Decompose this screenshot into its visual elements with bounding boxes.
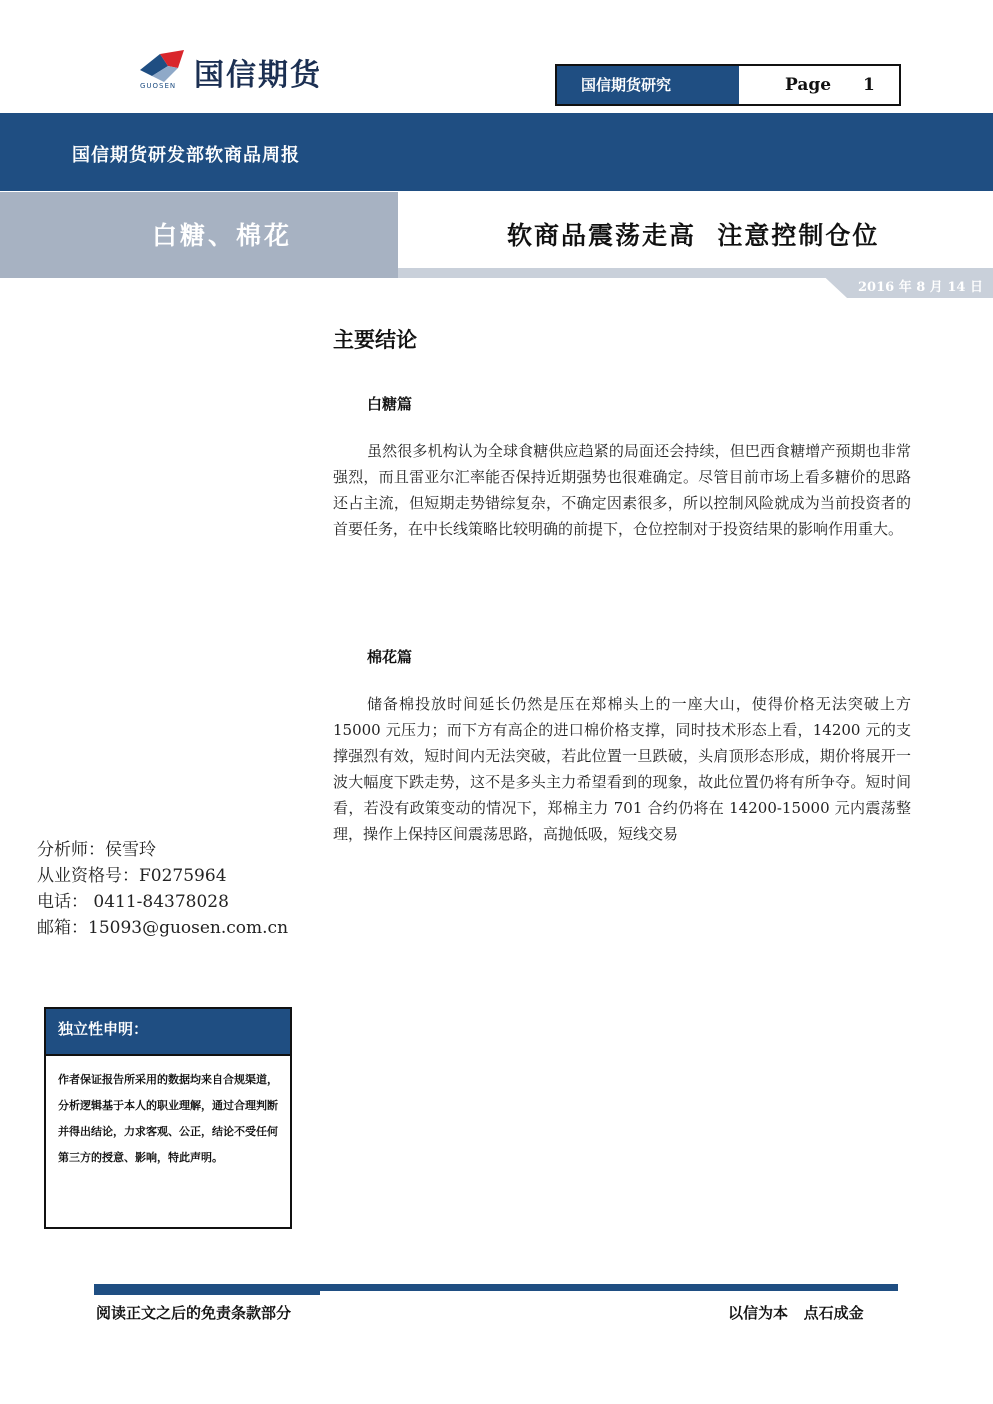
sugar-heading: 白糖篇: [367, 395, 413, 413]
analyst-license: 从业资格号：F0275964: [37, 866, 227, 886]
section-title: 主要结论: [333, 328, 417, 352]
analyst-email[interactable]: 邮箱：15093@guosen.com.cn: [37, 918, 289, 938]
sugar-paragraph: 虽然很多机构认为全球食糖供应趋紧的局面还会持续，但巴西食糖增产预期也非常强烈，而且雷亚尔汇率能否保持近期强势也很难确定。尽管目前市场上看多糖价的思路还占主流，但短期走势错综复杂，不确定因素很多，所以控制风险就成为当前投资者的首要任务，在中长线策略比较明确的前提下，仓位控制对于投资结果的影响作用重大。: [333, 442, 911, 538]
footer-rule: [94, 1284, 898, 1291]
declaration-text: 作者保证报告所采用的数据均来自合规渠道， 分析逻辑基于本人的职业理解，通过合理判断 并得出结论，力求客观、公正，结论不受任何第三方的授意、影响，特此声明。: [58, 1073, 278, 1164]
independence-declaration: [44, 1007, 292, 1229]
commodity-title: 白糖、棉花: [152, 221, 293, 250]
logo-subtitle: GUOSEN: [140, 82, 177, 90]
research-label: 国信期货研究: [557, 66, 739, 104]
report-series-title: 国信期货研发部软商品周报: [72, 145, 300, 166]
report-headline: 软商品震荡走高 注意控制仓位: [507, 221, 880, 250]
footer-slogan: 以信为本 点石成金: [728, 1304, 864, 1322]
analyst-phone: 电话： 0411-84378028: [37, 892, 229, 912]
declaration-title: 独立性申明：: [46, 1009, 290, 1056]
cotton-paragraph: 储备棉投放时间延长仍然是压在郑棉头上的一座大山，使得价格无法突破上方 15000 元压力；而下方有高企的进口棉价格支撑，同时技术形态上看，14200 元的支撑强烈有效，短时间内无法突破，若此位置一旦跌破，头肩顶形态形成，期价将展开一波大幅度下跌走势，这不是多头主力希望看到的现象，故此位置仍将有所争夺。短时间看，若没有政策变动的情况下，郑棉主力 701 合约仍将在 14200-15000 元内震荡整理，操作上保持区间震荡思路，高抛低吸，短线交易: [333, 695, 911, 843]
page-number: Page 1: [785, 75, 875, 95]
analyst-name: 分析师：侯雪玲: [37, 840, 156, 860]
logo-name: 国信期货: [194, 58, 322, 93]
report-date: 2016 年 8 月 14 日: [858, 280, 983, 295]
footer-disclaimer-note: 阅读正文之后的免责条款部分: [96, 1304, 292, 1322]
cotton-heading: 棉花篇: [367, 648, 413, 666]
header-box: [555, 64, 901, 106]
footer-rule-accent: [94, 1291, 320, 1295]
